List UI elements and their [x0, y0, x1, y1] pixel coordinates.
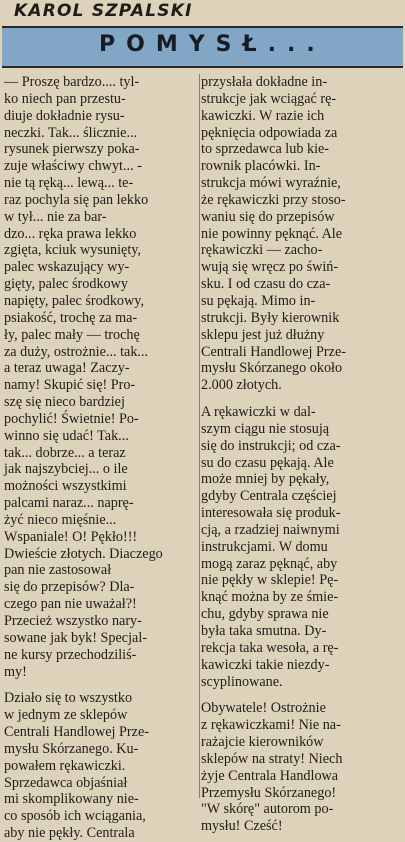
text-line: interesowała się produk-	[201, 505, 341, 522]
text-line: w jednym ze sklepów	[4, 707, 128, 724]
text-line: że rękawiczki przy stoso-	[201, 191, 346, 208]
text-line: zgięta, kciuk wysunięty,	[4, 242, 141, 259]
text-line: mogą zaraz pęknąć, aby	[201, 555, 338, 572]
text-line: chu, gdyby sprawa nie	[201, 606, 329, 623]
text-line: Dwieście złotych. Diaczego	[4, 545, 163, 562]
text-line: A rękawiczki w dal-	[201, 404, 316, 421]
text-line: 2.000 złotych.	[201, 377, 282, 394]
text-line: nie pękły w sklepie! Pę-	[201, 572, 339, 589]
text-line: strukcji. Były kierownik	[201, 309, 340, 326]
text-line: strukcje jak wciągać rę-	[201, 90, 337, 107]
text-line: ne kursy przechodziliś-	[4, 646, 137, 663]
text-line: su do czasu pękają. Ale	[201, 454, 334, 471]
text-line: mi skomplikowany nie-	[4, 791, 139, 808]
text-line: sku. I od czasu do cza-	[201, 276, 331, 293]
text-line: z rękawiczkami! Nie na-	[201, 717, 341, 734]
text-line: jak najszybciej... o ile	[4, 461, 128, 478]
text-line: a teraz uwaga! Zaczy-	[4, 360, 130, 377]
text-line: za duży, ostrożnie... tak...	[4, 343, 149, 360]
text-line: instrukcjami. W domu	[201, 538, 328, 555]
text-line: diuje dokładnie rysu-	[4, 107, 125, 124]
text-line: co sposób ich wciągania,	[4, 808, 146, 825]
text-line: Obywatele! Ostrożnie	[201, 700, 326, 717]
paragraph-gap	[201, 690, 400, 700]
paragraph-gap	[201, 394, 400, 404]
text-line: napięty, palec środkowy,	[4, 292, 144, 309]
text-line: sowane jak byk! Specjal-	[4, 629, 148, 646]
paragraph-gap	[4, 680, 197, 690]
text-line: nie powinny pęknąć. Ale	[201, 225, 343, 242]
text-line: sklepu jest już dłużny	[201, 326, 325, 343]
text-line: rysunek pierwszy poka-	[4, 141, 140, 158]
text-line: psiakość, trochę za ma-	[4, 309, 138, 326]
text-line: pęknięcia odpowiada za	[201, 124, 338, 141]
text-line: "W skórę" autorom po-	[201, 801, 334, 818]
text-line: mysłu Skórzanego. Ku-	[4, 740, 139, 757]
text-line: wują się wręcz po świń-	[201, 259, 339, 276]
text-line: mysłu! Cześć!	[201, 818, 283, 835]
text-line: waniu się do przepisów	[201, 208, 335, 225]
text-line: ły, palec mały — trochę	[4, 326, 140, 343]
text-line: się do instrukcji; od cza-	[201, 437, 341, 454]
column-divider	[199, 74, 200, 798]
text-line: Działo się to wszystko	[4, 690, 133, 707]
article-title: POMYSŁ...	[99, 32, 326, 57]
title-banner	[2, 26, 403, 68]
text-line: neczki. Tak... ślicznie...	[4, 124, 138, 141]
text-line: była taka smutna. Dy-	[201, 623, 327, 639]
text-line: żyje Centrala Handlowa	[201, 767, 339, 784]
text-line: cją, a rzadziej naiwnymi	[201, 521, 340, 538]
right-column	[201, 74, 400, 835]
text-line: pochylić! Świetnie! Po-	[4, 410, 139, 427]
text-line: dzo... ręka prawa lekko	[4, 225, 137, 242]
text-line: su pękają. Mimo in-	[201, 292, 316, 309]
text-line: Przemysłu Skórzanego!	[201, 784, 337, 801]
text-line: to sprzedawca lub kie-	[201, 141, 330, 158]
text-line: Wspaniale! O! Pękło!!!	[4, 528, 138, 545]
text-line: możności wszystkimi	[4, 478, 127, 495]
text-line: rękawiczki — zacho-	[201, 242, 323, 259]
text-line: Sprzedawca objaśniał	[4, 774, 128, 791]
text-line: nie tą ręką... lewą... te-	[4, 175, 134, 192]
text-line: się do przepisów? Dla-	[4, 579, 135, 596]
text-line: mysłu Skórzanego około	[201, 360, 343, 377]
text-line: szę się nieco bardziej	[4, 394, 125, 411]
text-line: szym ciągu nie stosują	[201, 420, 330, 437]
text-line: winno się udać! Tak...	[4, 427, 129, 444]
text-line: tak... dobrze... a teraz	[4, 444, 126, 461]
text-line: rownik placówki. In-	[201, 158, 321, 175]
text-line: żyć nieco mięśnie...	[4, 511, 117, 528]
text-line: scyplinowane.	[201, 673, 283, 690]
text-line: Centrali Handlowej Prze-	[201, 343, 346, 360]
text-line: może mniej by pękały,	[201, 471, 330, 488]
text-line: rekcja taka wesoła, a rę-	[201, 639, 339, 656]
text-line: pan nie zastosował	[4, 562, 112, 579]
text-line: sklepów na straty! Niech	[201, 750, 343, 767]
text-line: — Proszę bardzo.... tyl-	[4, 74, 140, 90]
text-line: my!	[4, 663, 27, 680]
text-line: czego pan nie uważał?!	[4, 596, 137, 613]
text-line: strukcja mówi wyraźnie,	[201, 175, 341, 192]
text-line: kawiczki takie niezdy-	[201, 656, 330, 673]
left-column	[4, 74, 197, 842]
text-line: w tył... nie za bar-	[4, 208, 107, 225]
text-line: Przecież wszystko nary-	[4, 613, 142, 629]
text-line: aby nie pękły. Centrala	[4, 825, 135, 842]
text-line: raz pochyla się pan lekko	[4, 191, 149, 208]
text-line: ko niech pan przestu-	[4, 90, 126, 107]
text-line: rażajcie kierowników	[201, 734, 324, 751]
text-line: zuje właściwy chwyt... -	[4, 158, 142, 175]
text-line: przysłała dokładne in-	[201, 74, 328, 90]
text-line: kawiczki. W razie ich	[201, 107, 325, 124]
author-byline: KAROL SZPALSKI	[14, 1, 193, 21]
text-line: powałem rękawiczki.	[4, 757, 126, 774]
text-line: palcami naraz... naprę-	[4, 495, 134, 512]
text-line: namy! Skupić się! Pro-	[4, 377, 136, 394]
text-line: knąć można by ze śmie-	[201, 589, 339, 606]
text-line: Centrali Handlowej Prze-	[4, 724, 149, 741]
text-line: gięty, palec środkowy	[4, 276, 128, 293]
text-line: gdyby Centrala częściej	[201, 488, 337, 505]
text-line: palec wskazujący wy-	[4, 259, 130, 276]
